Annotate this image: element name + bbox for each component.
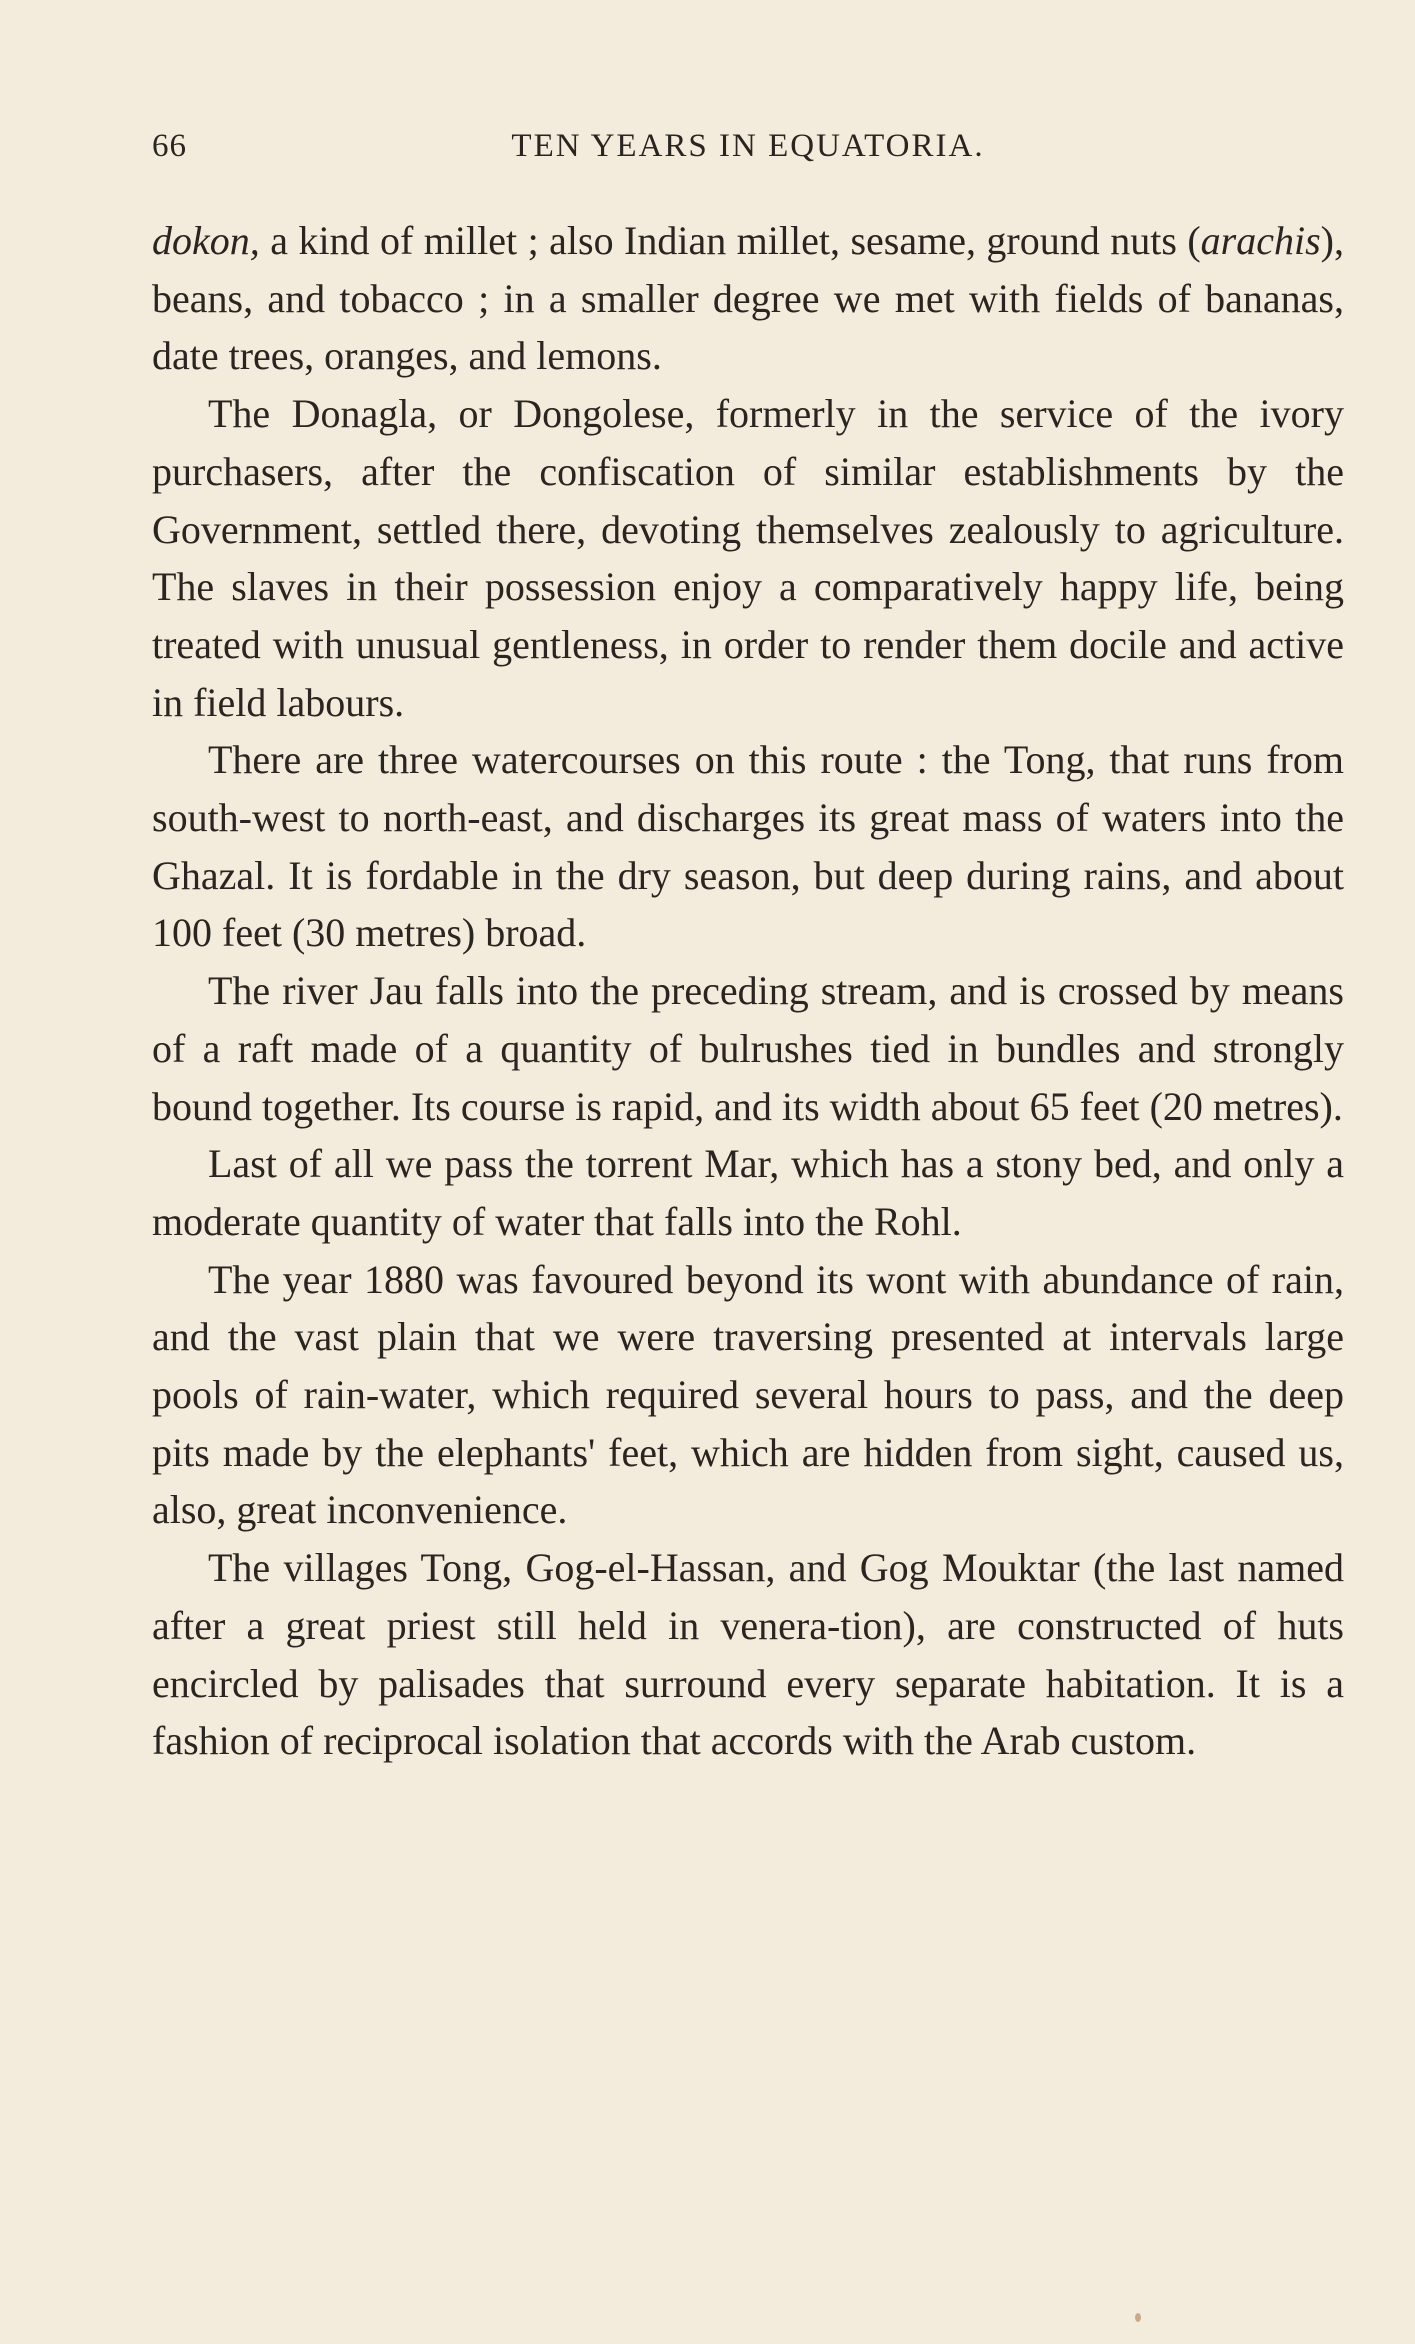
paragraph-3: There are three watercourses on this route : the Tong, that runs from south-west to north-east, and discharges its great mass of waters into the Ghazal. It is fordable in the dry season, but deep during rains, and about 100 feet (30 metres) broad. (152, 737, 1344, 956)
paragraph-1-text-b: ), beans, and tobacco ; in a smaller degree we met with fields of bananas, date trees, oranges, and lemons. (152, 218, 1344, 379)
page-number: 66 (152, 128, 187, 164)
paragraph-1 (152, 212, 1344, 385)
running-title: TEN YEARS IN EQUATORIA. (511, 128, 985, 164)
paragraph-6: The year 1880 was favoured beyond its wont with abundance of rain, and the vast plain that we were traversing presented at intervals large pools of rain-water, which required several hours to pass, and the deep pits made by the elephants' feet, which are hidden from sight, caused us, also, great inconvenience. (152, 1256, 1344, 1533)
paragraph-5: Last of all we pass the torrent Mar, which has a stony bed, and only a moderate quantity of water that falls into the Rohl. (152, 1141, 1344, 1244)
italic-term-arachis: arachis (1200, 218, 1321, 263)
body-text (152, 212, 1344, 1770)
paper-speck (1135, 2313, 1141, 2322)
paragraph-2: The Donagla, or Dongolese, formerly in the service of the ivory purchasers, after the confiscation of similar establishments by the Government, settled there, devoting themselves zealously to agriculture. The slaves in their possession enjoy a comparatively happy life, being treated with unusual gentleness, in order to render them docile and active in field labours. (152, 391, 1344, 725)
running-head (152, 128, 1344, 178)
paragraph-1-text-a: a kind of millet ; also Indian millet, sesame, ground nuts ( (259, 218, 1201, 263)
italic-term-dokon: dokon, (152, 218, 260, 263)
paragraph-7: The villages Tong, Gog-el-Hassan, and Gog Mouktar (the last named after a great priest still held in venera-tion), are constructed of huts encircled by palisades that surround every separate habitation. It is a fashion of reciprocal isolation that accords with the Arab custom. (152, 1545, 1344, 1764)
paragraph-4: The river Jau falls into the preceding stream, and is crossed by means of a raft made of a quantity of bulrushes tied in bundles and strongly bound together. Its course is rapid, and its width about 65 feet (20 metres). (152, 968, 1344, 1129)
